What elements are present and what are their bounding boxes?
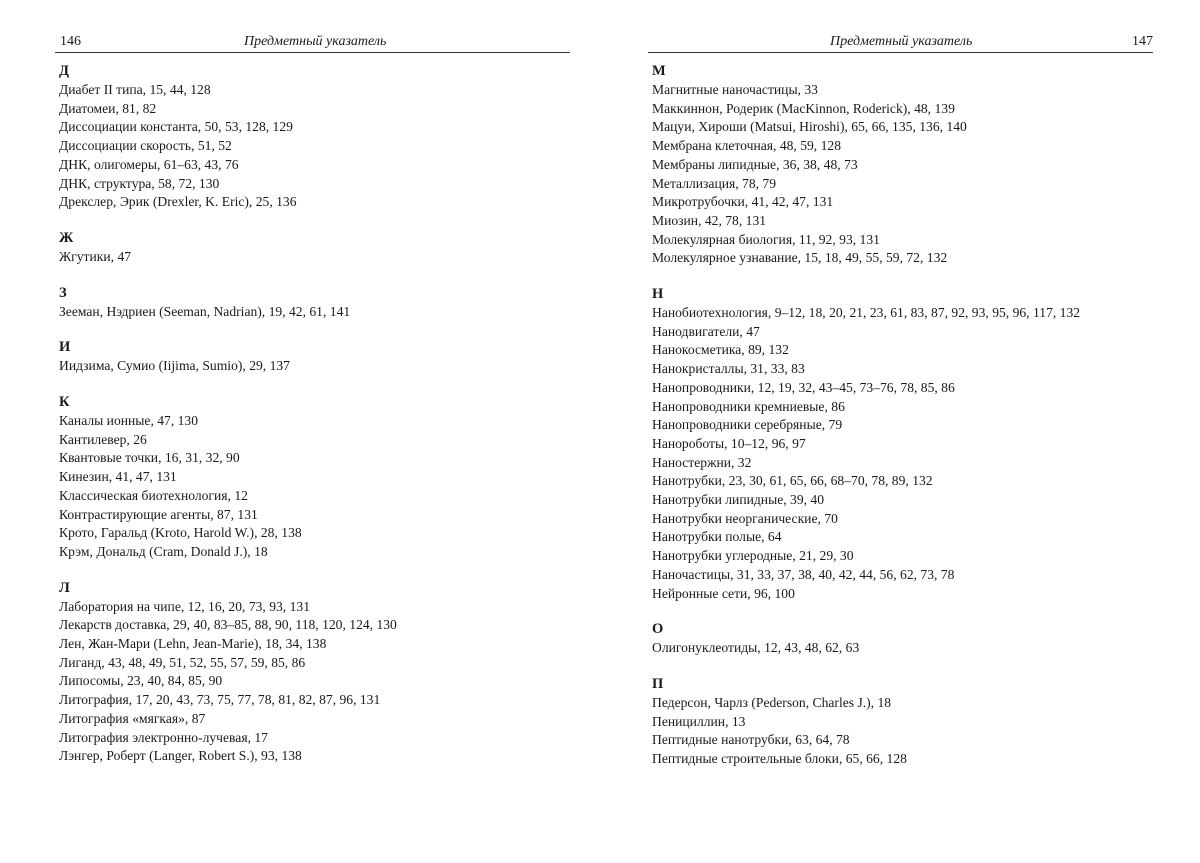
index-entry: Дрекслер, Эрик (Drexler, K. Eric), 25, 136: [59, 194, 297, 210]
index-entry: Кантилевер, 26: [59, 431, 147, 447]
index-entry: Нанотрубки полые, 64: [652, 529, 782, 545]
index-entry: Диссоциации скорость, 51, 52: [59, 138, 232, 154]
index-entry: Жгутики, 47: [59, 248, 132, 264]
page-header: [55, 30, 570, 54]
index-entry: Нейронные сети, 96, 100: [652, 585, 795, 601]
page-number: 147: [1132, 34, 1153, 49]
index-entry: Липосомы, 23, 40, 84, 85, 90: [59, 673, 223, 689]
section-letter: Н: [652, 286, 664, 303]
index-entry: Нанотрубки липидные, 39, 40: [652, 492, 825, 508]
index-entry: Нанокристаллы, 31, 33, 83: [652, 361, 805, 377]
index-column: [652, 62, 1153, 786]
index-section: [59, 284, 570, 322]
index-entry: Пенициллин, 13: [652, 713, 746, 729]
index-entry: Диссоциации константа, 50, 53, 128, 129: [59, 119, 293, 135]
section-letter: Д: [59, 63, 69, 79]
index-entry: Зееман, Нэдриен (Seeman, Nadrian), 19, 42, 61, 141: [59, 303, 351, 319]
index-entry: Контрастирующие агенты, 87, 131: [59, 506, 258, 522]
index-section: [59, 338, 570, 376]
index-entry: Крото, Гаральд (Kroto, Harold W.), 28, 138: [59, 525, 302, 541]
index-entry: Диатомеи, 81, 82: [59, 100, 157, 116]
index-entry: Нанотрубки углеродные, 21, 29, 30: [652, 548, 854, 564]
page-header: [648, 30, 1153, 54]
index-section: [652, 675, 1153, 769]
index-section: [59, 579, 570, 766]
index-entry: Металлизация, 78, 79: [652, 175, 777, 191]
index-section: [59, 62, 570, 212]
index-entry: Пептидные строительные блоки, 65, 66, 128: [652, 751, 907, 767]
index-entry: Нанопроводники серебряные, 79: [652, 417, 843, 433]
index-entry: Литография электронно-лучевая, 17: [59, 729, 268, 745]
index-entry: Классическая биотехнология, 12: [59, 487, 248, 503]
index-entry: Лекарств доставка, 29, 40, 83–85, 88, 90, 118, 120, 124, 130: [59, 617, 397, 633]
section-letter: К: [59, 394, 70, 411]
index-column: [59, 62, 570, 783]
index-entry: Нанотрубки, 23, 30, 61, 65, 66, 68–70, 78, 89, 132: [652, 473, 933, 489]
index-entry: Кинезин, 41, 47, 131: [59, 469, 177, 485]
index-entry: Маккиннон, Родерик (MacKinnon, Roderick), 48, 139: [652, 100, 955, 116]
index-entry: Нанокосметика, 89, 132: [652, 342, 789, 358]
page-number: 146: [60, 34, 81, 49]
index-entry: Иидзима, Сумио (Iijima, Sumio), 29, 137: [59, 358, 290, 374]
index-entry: ДНК, структура, 58, 72, 130: [59, 175, 220, 191]
section-letter: З: [59, 284, 67, 301]
index-entry: Лен, Жан-Мари (Lehn, Jean-Marie), 18, 34, 138: [59, 636, 327, 652]
index-entry: Нанодвигатели, 47: [652, 323, 760, 339]
index-entry: Молекулярное узнавание, 15, 18, 49, 55, 59, 72, 132: [652, 250, 948, 266]
section-letter: Л: [59, 579, 70, 596]
index-entry: ДНК, олигомеры, 61–63, 43, 76: [59, 156, 239, 172]
index-entry: Наночастицы, 31, 33, 37, 38, 40, 42, 44, 56, 62, 73, 78: [652, 566, 955, 582]
index-entry: Каналы ионные, 47, 130: [59, 413, 199, 429]
section-letter: П: [652, 675, 664, 692]
running-title: Предметный указатель: [830, 34, 973, 49]
index-entry: Нанороботы, 10–12, 96, 97: [652, 435, 806, 451]
index-section: [652, 62, 1153, 268]
right-page: [648, 0, 1153, 863]
section-letter: Ж: [59, 229, 74, 246]
index-entry: Молекулярная биология, 11, 92, 93, 131: [652, 231, 880, 247]
index-entry: Олигонуклеотиды, 12, 43, 48, 62, 63: [652, 640, 860, 656]
index-entry: Диабет II типа, 15, 44, 128: [59, 82, 211, 97]
index-entry: Лиганд, 43, 48, 49, 51, 52, 55, 57, 59, 85, 86: [59, 654, 306, 670]
section-letter: И: [59, 339, 71, 356]
index-entry: Магнитные наночастицы, 33: [652, 82, 818, 97]
header-rule: [648, 52, 1153, 53]
index-entry: Микротрубочки, 41, 42, 47, 131: [652, 194, 834, 210]
index-entry: Нанобиотехнология, 9–12, 18, 20, 21, 23, 61, 83, 87, 92, 93, 95, 96, 117, 132: [652, 305, 1081, 321]
index-entry: Нанотрубки неорганические, 70: [652, 510, 838, 526]
index-entry: Педерсон, Чарлз (Pederson, Charles J.), 18: [652, 694, 892, 710]
section-letter: М: [652, 63, 666, 79]
index-entry: Литография, 17, 20, 43, 73, 75, 77, 78, 81, 82, 87, 96, 131: [59, 692, 381, 708]
index-entry: Нанопроводники кремниевые, 86: [652, 398, 845, 414]
index-section: [59, 393, 570, 562]
index-entry: Мембраны липидные, 36, 38, 48, 73: [652, 156, 858, 172]
left-page: [55, 0, 570, 863]
index-entry: Пептидные нанотрубки, 63, 64, 78: [652, 732, 850, 748]
index-entry: Мембрана клеточная, 48, 59, 128: [652, 138, 841, 154]
index-entry: Литография «мягкая», 87: [59, 710, 206, 726]
index-entry: Наностержни, 32: [652, 454, 752, 470]
section-letter: О: [652, 621, 664, 638]
running-title: Предметный указатель: [244, 34, 387, 49]
index-entry: Крэм, Дональд (Cram, Donald J.), 18: [59, 543, 268, 559]
index-entry: Лэнгер, Роберт (Langer, Robert S.), 93, 138: [59, 748, 302, 764]
header-rule: [55, 52, 570, 53]
index-entry: Лаборатория на чипе, 12, 16, 20, 73, 93, 131: [59, 598, 310, 614]
index-entry: Квантовые точки, 16, 31, 32, 90: [59, 450, 240, 466]
index-entry: Мацуи, Хироши (Matsui, Hiroshi), 65, 66, 135, 136, 140: [652, 119, 967, 135]
index-section: [59, 229, 570, 267]
index-section: [652, 620, 1153, 658]
index-entry: Нанопроводники, 12, 19, 32, 43–45, 73–76, 78, 85, 86: [652, 379, 955, 395]
index-section: [652, 285, 1153, 603]
index-entry: Миозин, 42, 78, 131: [652, 212, 767, 228]
